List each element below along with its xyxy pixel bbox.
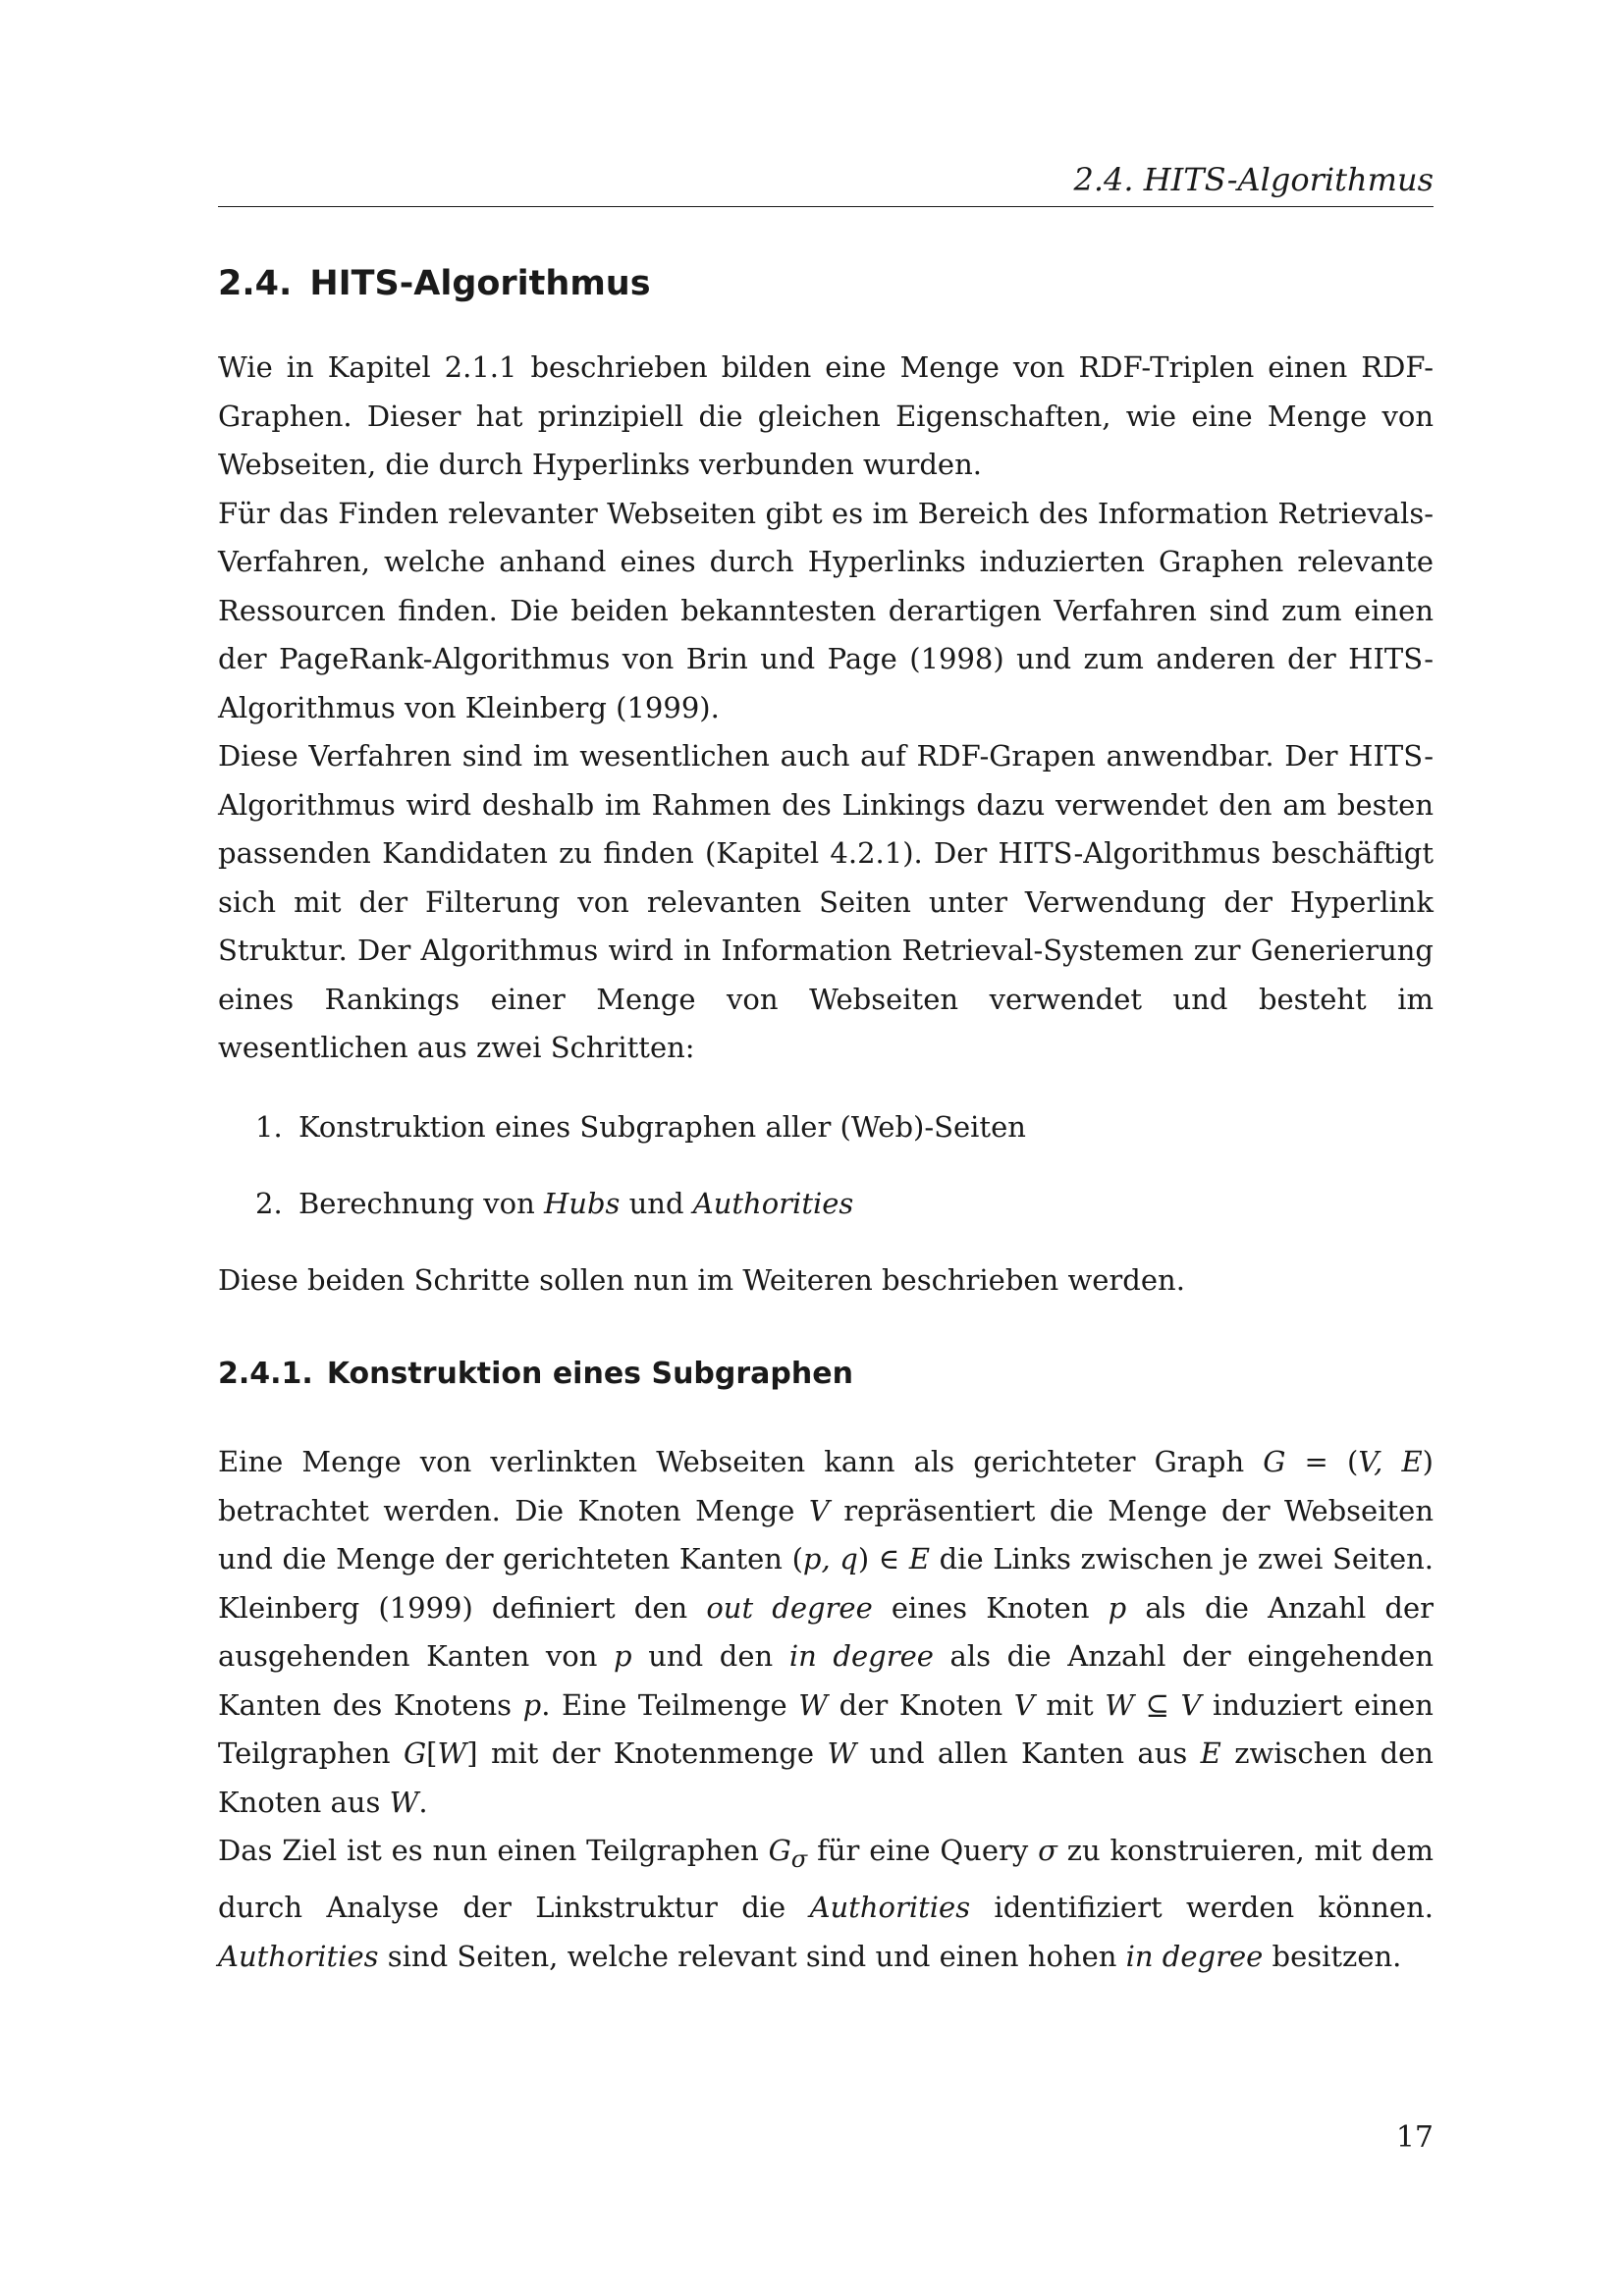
list-item: [218, 1180, 1434, 1229]
section-number: 2.4.: [218, 264, 293, 303]
emphasis-authorities: Authorities: [692, 1186, 854, 1220]
subsection-text: [218, 1438, 1434, 1981]
list-number: 2.: [255, 1186, 283, 1220]
page-number: 17: [1395, 2120, 1434, 2155]
list-text: und: [620, 1186, 693, 1220]
subsection-title: Konstruktion eines Subgraphen: [326, 1357, 853, 1391]
paragraph: Diese Verfahren sind im wesentlichen auch auf RDF-Grapen anwendbar. Der HITS-Algorithmus wird deshalb im Rahmen des Linkings dazu verwendet den am besten passenden Kandidaten zu finden (Kapitel 4.2.1). Der HITS-Algorithmus beschäftigt sich mit der Filterung von relevanten Seiten unter Verwendung der Hyperlink Struktur. Der Algorithmus wird in Information Retrieval-Systemen zur Generierung eines Rankings einer Menge von Webseiten verwendet und besteht im wesentlichen aus zwei Schritten:: [218, 739, 1434, 1064]
section-title: HITS-Algorithmus: [309, 264, 651, 303]
list-number: 1.: [255, 1110, 283, 1144]
list-text: Konstruktion eines Subgraphen aller (Web)-Seiten: [298, 1110, 1026, 1144]
header-rule: [218, 206, 1434, 207]
subsection-heading: [218, 1355, 853, 1394]
paragraph: Diese beiden Schritte sollen nun im Weiteren beschrieben werden.: [218, 1263, 1185, 1297]
paragraph: Für das Finden relevanter Webseiten gibt es im Bereich des Information Retrievals-Verfahren, welche anhand eines durch Hyperlinks induzierten Graphen relevante Ressourcen finden. Die beiden bekanntesten derartigen Verfahren sind zum einen der PageRank-Algorithmus von Brin und Page (1998) und zum anderen der HITS-Algorithmus von Kleinberg (1999).: [218, 496, 1434, 724]
intro-text: [218, 344, 1434, 1073]
running-head: 2.4. HITS-Algorithmus: [1073, 161, 1434, 198]
transition-text: [218, 1256, 1434, 1306]
paragraph: Wie in Kapitel 2.1.1 beschrieben bilden eine Menge von RDF-Triplen einen RDF-Graphen. Dieser hat prinzipiell die gleichen Eigenschaften, wie eine Menge von Webseiten, die durch Hyperlinks verbunden wurden.: [218, 350, 1434, 481]
steps-list: [218, 1103, 1434, 1255]
paragraph: Eine Menge von verlinkten Webseiten kann als gerichteter Graph G = (V, E) betrachtet werden. Die Knoten Menge V repräsentiert die Menge der Webseiten und die Menge der gerichteten Kanten (p, q) ∈ E die Links zwischen je zwei Seiten. Kleinberg (1999) definiert den out degree eines Knoten p als die Anzahl der ausgehenden Kanten von p und den in degree als die Anzahl der eingehenden Kanten des Knotens p. Eine Teilmenge W der Knoten V mit W ⊆ V induziert einen Teilgraphen G[W] mit der Knotenmenge W und allen Kanten aus E zwischen den Knoten aus W.: [218, 1445, 1435, 1819]
subsection-number: 2.4.1.: [218, 1357, 313, 1391]
paragraph: Das Ziel ist es nun einen Teilgraphen $G_\sigma$ für eine Query σ zu konstruieren, mit dem durch Analyse der Linkstruktur die Authorities identifiziert werden können. Authorities sind Seiten, welche relevant sind und einen hohen in degree besitzen.: [218, 1834, 1434, 1973]
document-page: [218, 0, 1434, 2296]
section-heading: [218, 261, 651, 306]
list-item: [218, 1103, 1434, 1152]
emphasis-hubs: Hubs: [543, 1186, 621, 1220]
list-text: Berechnung von: [298, 1186, 544, 1220]
